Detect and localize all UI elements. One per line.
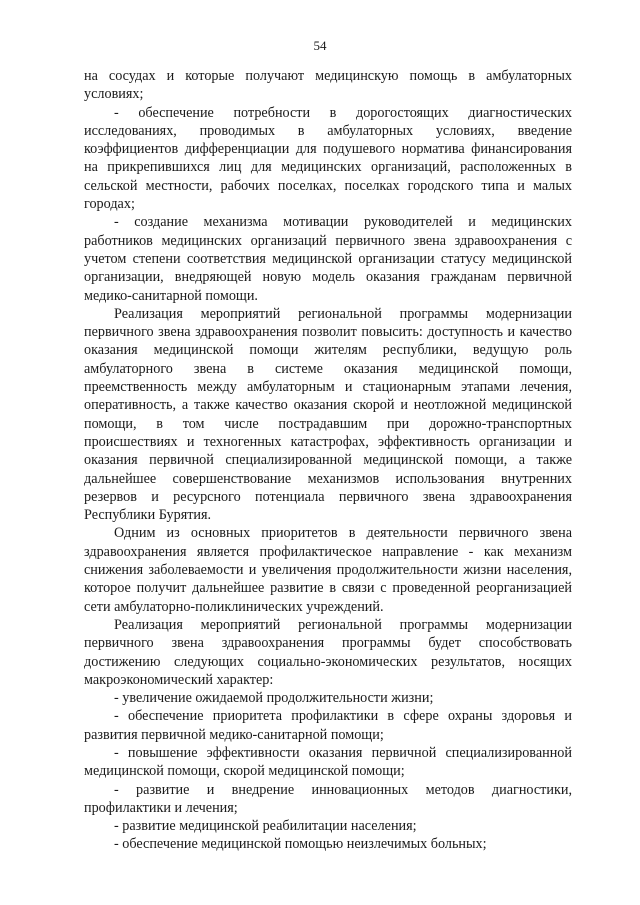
list-item-life-expectancy: - увеличение ожидаемой продолжительности жизни;: [114, 690, 434, 707]
document-body: [84, 67, 572, 854]
list-item-rehabilitation: - развитие медицинской реабилитации населения;: [114, 818, 417, 835]
list-item-motivation: - создание механизма мотивации руководителей и медицинских работников медицинских организаций первичного звена здравоохранения с учетом степени соответствия медицинской организации статусу медицинской организации, внедряющей новую модель оказания гражданам первичной медико-санитарной помощи.: [84, 214, 572, 304]
paragraph-program-results: Реализация мероприятий региональной программы модернизации первичного звена здравоохранения позволит повысить: доступность и качество оказания медицинской помощи жителям республики, ведущую роль амбулаторного звена в системе оказания медицинской помощи, преемственность между амбулаторным и стационарным этапами лечения, оперативность, а также качество оказания скорой и неотложной медицинской помощи, в том числе пострадавшим при дорожно-транспортных происшествиях и техногенных катастрофах, эффективность организации и оказания первичной специализированной медицинской помощи, а также дальнейшее совершенствование механизмов использования внутренних резервов и ресурсного потенциала первичного звена здравоохранения Республики Бурятия.: [84, 305, 572, 524]
list-item-palliative: - обеспечение медицинской помощью неизлечимых больных;: [114, 836, 487, 853]
page-number: 54: [313, 38, 327, 53]
paragraph-continuation: на сосудах и которые получают медицинскую помощь в амбулаторных условиях;: [84, 68, 572, 103]
list-item-specialized-care: - повышение эффективности оказания первичной специализированной медицинской помощи, скорой медицинской помощи;: [84, 744, 572, 780]
list-item-diagnostics: - обеспечение потребности в дорогостоящих диагностических исследованиях, проводимых в амбулаторных условиях, введение коэффициентов дифференциации для подушевого норматива финансирования на прикрепившихся лиц для медицинских организаций, расположенных в сельской местности, рабочих поселках, поселках городского типа и малых городах;: [84, 104, 572, 213]
list-item-prevention: - обеспечение приоритета профилактики в сфере охраны здоровья и развития первичной медико-санитарной помощи;: [84, 708, 572, 743]
paragraph-socioeconomic: Реализация мероприятий региональной программы модернизации первичного звена здравоохранения программы будет способствовать достижению следующих социально-экономических результатов, носящих макроэкономический характер:: [84, 616, 572, 688]
paragraph-priorities: Одним из основных приоритетов в деятельности первичного звена здравоохранения является профилактическое направление - как механизм снижения заболеваемости и увеличения продолжительности жизни населения, которое получит дальнейшее развитие в связи с проведенной реорганизацией сети амбулаторно-поликлинических учреждений.: [84, 525, 572, 615]
list-item-innovation: - развитие и внедрение инновационных методов диагностики, профилактики и лечения;: [84, 781, 572, 816]
